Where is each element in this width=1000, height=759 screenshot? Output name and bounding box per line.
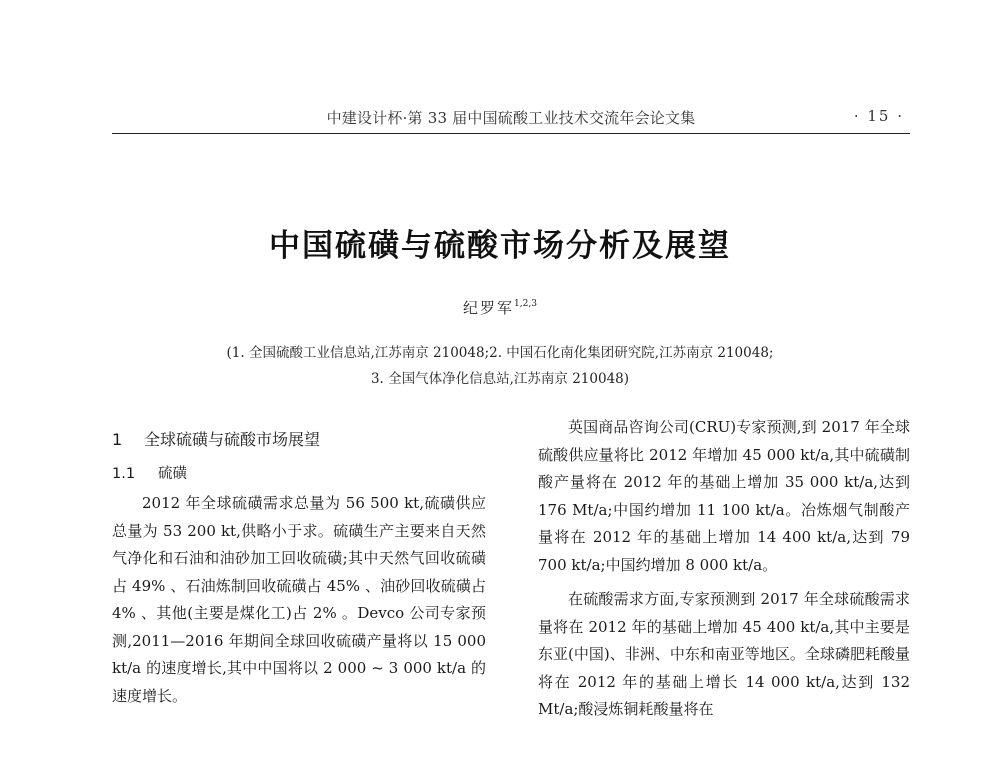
paragraph-cru-forecast: 英国商品咨询公司(CRU)专家预测,到 2017 年全球硫酸供应量将比 2012 年增加 45 000 kt/a,其中硫磺制酸产量将在 2012 年的基础上增加 35 000 kt/a,达到 176 Mt/a;中国约增加 11 100 kt/a。冶炼烟气制酸产量将在 2012 年的基础上增加 14 400 kt/a,达到 79 700 kt/a;中国约增加 8 000 kt/a。 — [538, 418, 910, 574]
affiliation-line-1: (1. 全国硫酸工业信息站,江苏南京 210048;2. 中国石化南化集团研究院,江苏南京 210048; — [226, 345, 774, 361]
section-number: 1 — [112, 430, 123, 449]
author-affiliation-marks: 1,2,3 — [514, 299, 537, 309]
section-heading — [112, 428, 486, 452]
page-number: · 15 · — [853, 107, 904, 125]
header-rule — [112, 133, 910, 134]
paragraph-acid-demand: 在硫酸需求方面,专家预测到 2017 年全球硫酸需求量将在 2012 年的基础上增加 45 400 kt/a,其中主要是东亚(中国)、非洲、中东和南亚等地区。全球磷肥耗酸量将在 2012 年的基础上增长 14 000 kt/a,达到 132 Mt/a;酸浸炼铜耗酸量将在 — [538, 590, 910, 718]
affiliation-line-2: 3. 全国气体净化信息站,江苏南京 210048) — [370, 371, 630, 387]
journal-name: 中建设计杯·第 33 届中国硫酸工业技术交流年会论文集 — [326, 109, 696, 127]
section-title: 全球硫磺与硫酸市场展望 — [144, 430, 321, 449]
subsection-title: 硫磺 — [158, 466, 187, 482]
right-column — [538, 414, 910, 759]
running-header — [112, 103, 910, 129]
paragraph-sulfur-supply: 2012 年全球硫磺需求总量为 56 500 kt,硫磺供应总量为 53 200 kt,供略小于求。硫磺生产主要来自天然气净化和石油和油砂加工回收硫磺;其中天然气回收硫磺占 49% 、石油炼制回收硫磺占 45% 、油砂回收硫磺占 4% 、其他(主要是煤化工)占 2% 。Devco 公司专家预测,2011—2016 年期间全球回收硫磺产量将以 15 000 kt/a 的速度增长,其中中国将以 2 000 ~ 3 000 kt/a 的速度增长。 — [112, 494, 486, 705]
author-line — [0, 297, 1000, 318]
left-column — [112, 428, 486, 717]
article-title: 中国硫磺与硫酸市场分析及展望 — [269, 228, 731, 264]
subsection-number: 1.1 — [112, 466, 136, 482]
subsection-heading — [112, 462, 486, 486]
author-name: 纪罗军 — [463, 299, 515, 317]
